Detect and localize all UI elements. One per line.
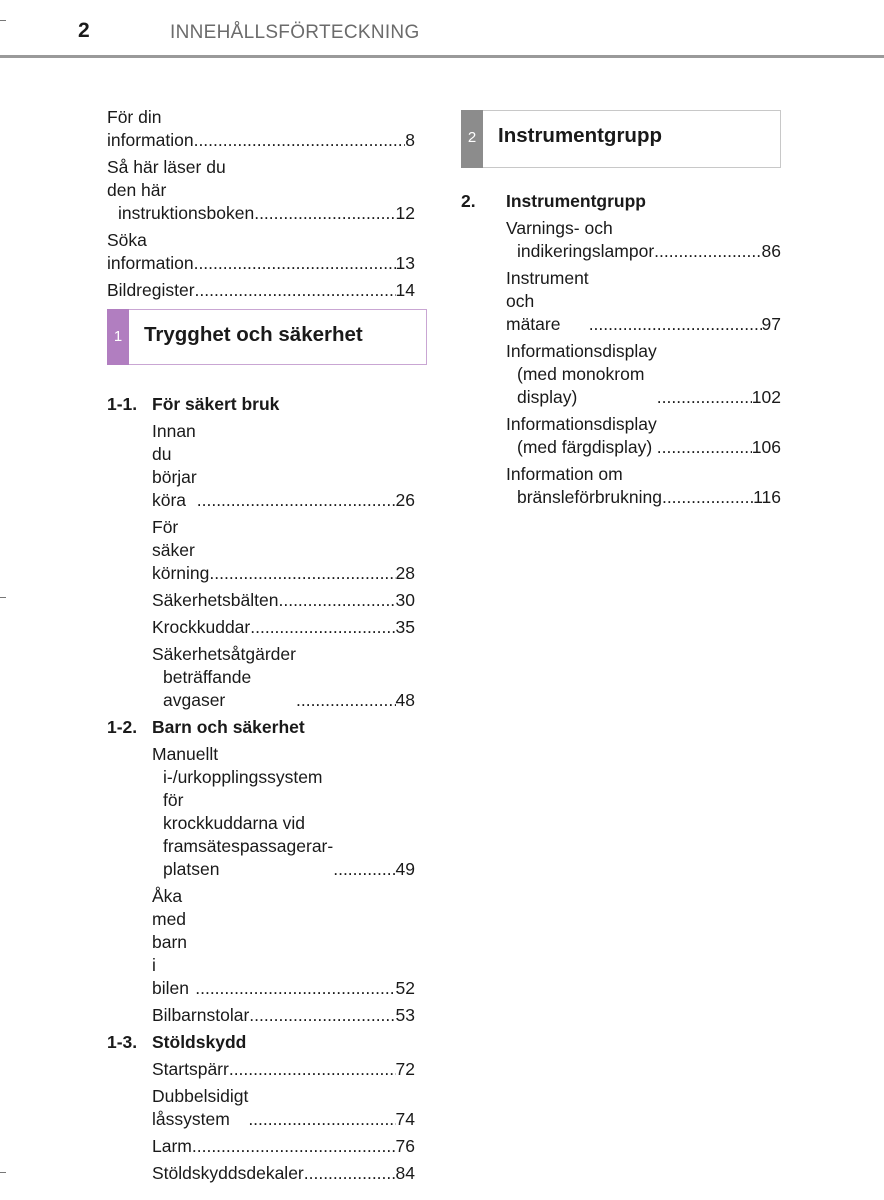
dot-leader: [192, 1135, 396, 1158]
toc-entry-line: Larm: [152, 1136, 192, 1156]
toc-entry-line: Krockkuddar: [152, 617, 251, 637]
toc-entry-text: [152, 589, 278, 612]
dot-leader: [194, 129, 406, 152]
toc-entry: [107, 156, 415, 225]
toc-entry-text: [506, 340, 657, 409]
toc-page-number: 72: [395, 1059, 415, 1079]
toc-entry-text: [107, 106, 194, 152]
toc-page-number: 35: [395, 617, 415, 637]
toc-entry-line: Manuellt: [152, 744, 219, 764]
dot-leader: [229, 1058, 396, 1081]
section-heading: [107, 393, 415, 416]
toc-entry: [506, 267, 781, 336]
dot-leader: [589, 313, 762, 336]
toc-entry: [152, 1058, 415, 1081]
toc-page-number: 26: [395, 490, 415, 510]
toc-entry-text: [152, 1004, 249, 1027]
toc-entry-text: [152, 643, 296, 712]
toc-page-number: 116: [753, 487, 781, 507]
toc-page-number: 52: [395, 978, 415, 998]
dot-leader: [657, 436, 752, 459]
toc-right-column: [461, 110, 781, 513]
toc-left-column: [107, 106, 415, 1189]
chapter-2-sections: [461, 190, 781, 509]
section-title: För säkert bruk: [152, 394, 280, 414]
dot-leader: [195, 279, 396, 302]
toc-entry-text: [107, 229, 194, 275]
toc-page-number: 28: [395, 563, 415, 583]
toc-entry-line: För säker körning: [152, 517, 210, 583]
toc-entry-text: [152, 1162, 304, 1185]
dot-leader: [333, 858, 395, 881]
toc-entry-text: [152, 743, 333, 881]
dot-leader: [662, 486, 753, 509]
toc-page-number: 48: [395, 690, 415, 710]
dot-leader: [248, 1108, 395, 1131]
toc-entry-text: [107, 156, 254, 225]
toc-entry-line: Varnings- och: [506, 218, 613, 238]
toc-entry: [506, 413, 781, 459]
toc-entry-text: [506, 217, 654, 263]
toc-entry: [152, 885, 415, 1000]
toc-entry: [152, 1004, 415, 1027]
toc-page-number: 76: [395, 1136, 415, 1156]
toc-entry: [506, 217, 781, 263]
toc-entry: [506, 463, 781, 509]
dot-leader: [657, 386, 752, 409]
toc-entry-line: Dubbelsidigt låssystem: [152, 1086, 249, 1129]
toc-entry-text: [152, 516, 209, 585]
crop-mark: [0, 1172, 6, 1173]
toc-page-number: 53: [395, 1005, 415, 1025]
dot-leader: [254, 202, 395, 225]
toc-entry-text: [152, 420, 197, 512]
toc-entry-text: [152, 1085, 248, 1131]
dot-leader: [278, 589, 395, 612]
toc-entry: [506, 340, 781, 409]
toc-entry: [107, 279, 415, 302]
section-entries: [461, 217, 781, 509]
toc-entry-line: Söka information: [107, 230, 194, 273]
toc-entry-line: Informationsdisplay: [506, 341, 657, 361]
toc-entry: [152, 616, 415, 639]
dot-leader: [296, 689, 396, 712]
header-title: INNEHÅLLSFÖRTECKNING: [170, 22, 420, 43]
toc-entry-line: För din information: [107, 107, 194, 150]
toc-page-number: 13: [395, 253, 415, 273]
toc-entry-line: framsätespassagerar-: [163, 836, 334, 856]
toc-entry-line: Informationsdisplay: [506, 414, 657, 434]
toc-page-number: 30: [395, 590, 415, 610]
section-entries: [107, 743, 415, 1027]
toc-entry-line: platsen: [163, 859, 220, 879]
toc-entry-text: [152, 885, 195, 1000]
dot-leader: [654, 240, 761, 263]
toc-entry-line: Så här läser du den här: [107, 157, 226, 200]
chapter-2-box: [461, 110, 781, 168]
toc-entry: [152, 1135, 415, 1158]
dot-leader: [197, 489, 396, 512]
toc-entry-line: Åka med barn i bilen: [152, 886, 189, 998]
toc-entry-line: display): [517, 387, 578, 407]
toc-page-number: 84: [395, 1163, 415, 1183]
section-number: 2.: [461, 191, 476, 211]
toc-entry-line: instruktionsboken: [118, 203, 255, 223]
toc-page-number: 106: [751, 437, 781, 457]
toc-entry: [152, 1085, 415, 1131]
toc-entry: [107, 229, 415, 275]
toc-entry-text: [152, 1135, 192, 1158]
section-number: 1-1.: [107, 394, 138, 414]
dot-leader: [249, 1004, 395, 1027]
toc-entry-text: [152, 1058, 229, 1081]
toc-entry-line: Säkerhetsåtgärder: [152, 644, 296, 664]
dot-leader: [304, 1162, 396, 1185]
toc-entry-line: Stöldskyddsdekaler: [152, 1163, 304, 1183]
chapter-1-box: [107, 309, 427, 365]
toc-entry-line: Säkerhetsbälten: [152, 590, 279, 610]
toc-page-number: 14: [395, 280, 415, 300]
toc-entry: [107, 106, 415, 152]
chapter-1-title: Trygghet och säkerhet: [144, 323, 363, 346]
toc-entry-text: [506, 267, 589, 336]
toc-entry-line: i-/urkopplingssystem för: [163, 767, 323, 810]
section-number: 1-3.: [107, 1032, 138, 1052]
crop-mark: [0, 20, 6, 21]
toc-page-number: 49: [395, 859, 415, 879]
section-heading: [461, 190, 781, 213]
toc-entry-text: [506, 463, 662, 509]
intro-list: [107, 106, 415, 302]
chapter-2-tab: 2: [461, 110, 483, 168]
chapter-1-sections: [107, 393, 415, 1185]
header-rule: [0, 55, 884, 58]
toc-page-number: 86: [761, 241, 781, 261]
toc-page-number: 102: [751, 387, 781, 407]
toc-entry-line: Innan du börjar köra: [152, 421, 197, 510]
section-title: Barn och säkerhet: [152, 717, 305, 737]
toc-entry-line: (med färgdisplay): [517, 437, 653, 457]
section-entries: [107, 1058, 415, 1185]
section-number: 1-2.: [107, 717, 138, 737]
dot-leader: [209, 562, 395, 585]
page-number: 2: [78, 19, 90, 42]
section-title: Stöldskydd: [152, 1032, 247, 1052]
toc-entry-line: Information om: [506, 464, 623, 484]
dot-leader: [194, 252, 396, 275]
toc-entry-line: (med monokrom: [517, 364, 645, 384]
dot-leader: [195, 977, 395, 1000]
toc-entry-text: [152, 616, 250, 639]
section-entries: [107, 420, 415, 712]
toc-entry-line: beträffande avgaser: [163, 667, 252, 710]
chapter-2-title: Instrumentgrupp: [498, 124, 662, 147]
section-heading: [107, 716, 415, 739]
toc-entry: [152, 743, 415, 881]
toc-entry-text: [506, 413, 657, 459]
toc-page-number: 8: [405, 130, 415, 150]
toc-page-number: 74: [395, 1109, 415, 1129]
page-header: [0, 0, 884, 60]
toc-entry-line: Instrument och mätare: [506, 268, 589, 334]
toc-entry-line: bränsleförbrukning: [517, 487, 662, 507]
toc-entry-line: krockkuddarna vid: [163, 813, 306, 833]
dot-leader: [250, 616, 395, 639]
toc-page-number: 12: [395, 203, 415, 223]
toc-entry-line: Bilbarnstolar: [152, 1005, 250, 1025]
toc-entry: [152, 516, 415, 585]
section-heading: [107, 1031, 415, 1054]
toc-page-number: 97: [761, 314, 781, 334]
toc-entry-line: indikeringslampor: [517, 241, 655, 261]
section-title: Instrumentgrupp: [506, 191, 646, 211]
toc-entry: [152, 589, 415, 612]
chapter-1-tab: 1: [107, 309, 129, 365]
toc-entry-text: [107, 279, 195, 302]
toc-entry: [152, 643, 415, 712]
toc-entry: [152, 1162, 415, 1185]
toc-entry-line: Bildregister: [107, 280, 195, 300]
crop-mark: [0, 597, 6, 598]
toc-entry-line: Startspärr: [152, 1059, 229, 1079]
toc-entry: [152, 420, 415, 512]
